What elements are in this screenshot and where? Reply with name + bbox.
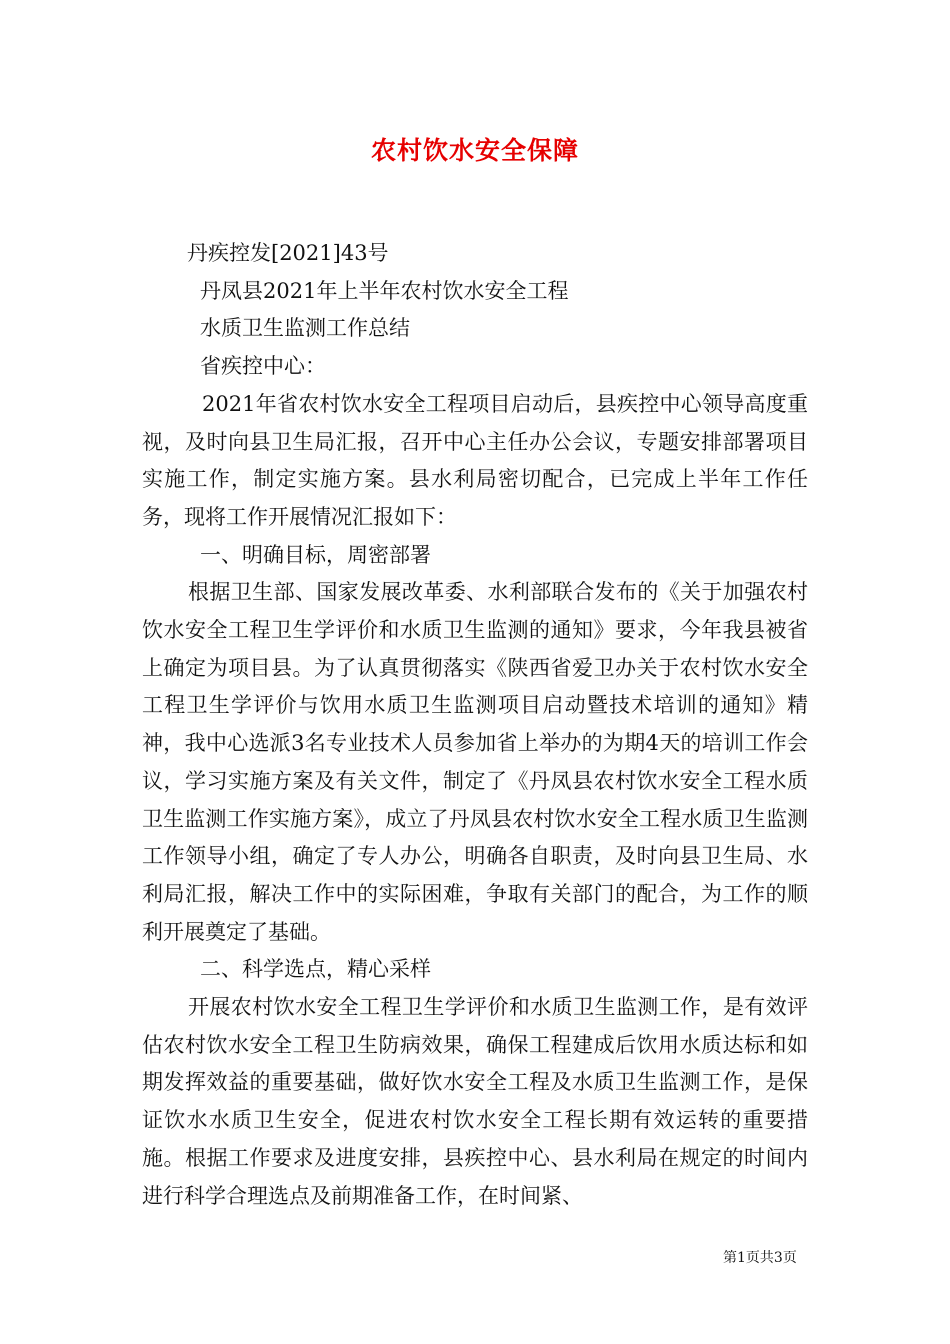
subject-line-2: 水质卫生监测工作总结: [200, 316, 410, 341]
section-1-body: 根据卫生部、国家发展改革委、水利部联合发布的《关于加强农村饮水安全工程卫生学评价和水质卫生监测的通知》要求，今年我县被省上确定为项目县。为了认真贯彻落实《陕西省爱卫办关于农村饮水安全工程卫生学评价与饮用水质卫生监测项目启动暨技术培训的通知》精神，我中心选派3名专业技术人员参加省上举办的为期4天的培训工作会议，学习实施方案及有关文件，制定了《丹凤县农村饮水安全工程水质卫生监测工作实施方案》，成立了丹凤县农村饮水安全工程水质卫生监测工作领导小组，确定了专人办公，明确各自职责，及时向县卫生局、水利局汇报，解决工作中的实际困难，争取有关部门的配合，为工作的顺利开展奠定了基础。: [142, 580, 808, 944]
page-number: 第1页共3页: [723, 1250, 797, 1266]
addressee: 省疾控中心：: [200, 354, 326, 379]
page-title: 农村饮水安全保障: [370, 136, 579, 165]
document-body: [142, 235, 808, 1215]
section-2-body: 开展农村饮水安全工程卫生学评价和水质卫生监测工作，是有效评估农村饮水安全工程卫生防病效果，确保工程建成后饮用水质达标和如期发挥效益的重要基础，做好饮水安全工程及水质卫生监测工作，是保证饮水水质卫生安全，促进农村饮水安全工程长期有效运转的重要措施。根据工作要求及进度安排，县疾控中心、县水利局在规定的时间内进行科学合理选点及前期准备工作，在时间紧、: [142, 995, 808, 1208]
section-1-heading: 一、明确目标，周密部署: [200, 542, 431, 567]
section-2-heading: 二、科学选点，精心采样: [200, 957, 431, 982]
intro-paragraph: 2021年省农村饮水安全工程项目启动后，县疾控中心领导高度重视，及时向县卫生局汇报，召开中心主任办公会议，专题安排部署项目实施工作，制定实施方案。县水利局密切配合，已完成上半年工作任务，现将工作开展情况汇报如下：: [142, 391, 808, 529]
document-number: 丹疾控发[2021]43号: [187, 241, 389, 265]
subject-line-1: 丹凤县2021年上半年农村饮水安全工程: [200, 278, 569, 303]
